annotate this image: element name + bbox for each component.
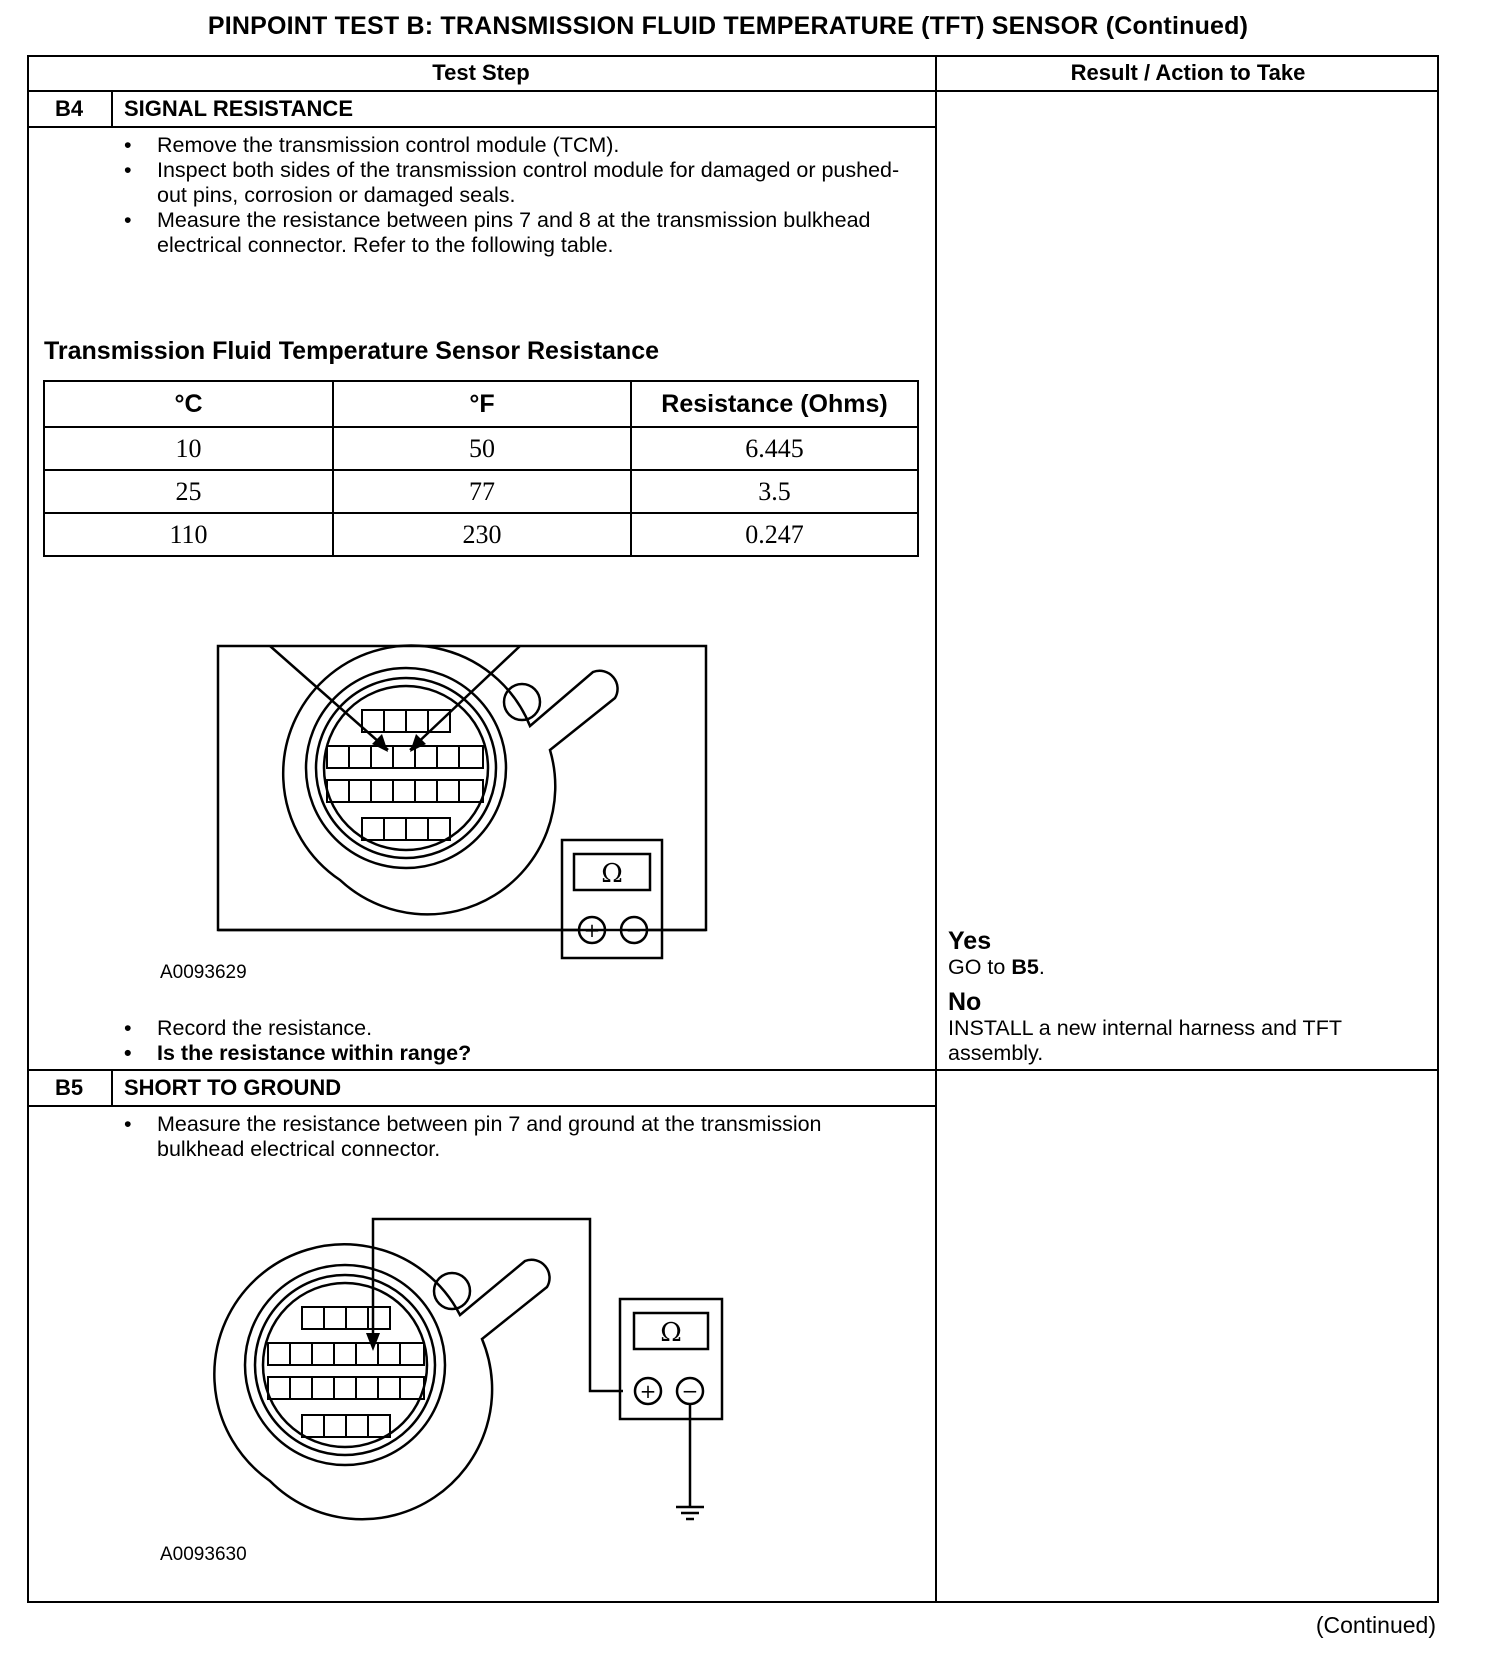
cell-fahrenheit: 230 xyxy=(333,513,631,556)
b5-bullet-1: • Measure the resistance between pin 7 and ground at the transmission bulkhead electrical connector. xyxy=(124,1112,914,1162)
cell-resistance: 6.445 xyxy=(631,427,918,470)
b5-figure-code: A0093630 xyxy=(160,1544,247,1565)
yes-action-end: . xyxy=(1038,955,1045,979)
connector-pin-rows xyxy=(327,710,483,840)
yes-action-text: GO to xyxy=(948,955,1012,979)
ohm-symbol: Ω xyxy=(660,1318,682,1348)
b4-result xyxy=(948,927,1428,1066)
cell-fahrenheit: 50 xyxy=(333,427,631,470)
minus-symbol: − xyxy=(625,918,643,942)
diagram-frame xyxy=(218,646,706,930)
b5-step-title: SHORT TO GROUND xyxy=(124,1075,342,1100)
connector-latch xyxy=(504,684,540,720)
b4-bullet-2: • Inspect both sides of the transmission control module for damaged or pushed-out pins, corrosion or damaged seals. xyxy=(124,158,914,208)
b4-bullet-5: • Is the resistance within range? xyxy=(124,1041,914,1066)
b4-id-divider xyxy=(111,90,113,126)
b4-connector-diagram xyxy=(210,640,730,970)
connector-pin-rows xyxy=(268,1307,424,1437)
b4-step-title: SIGNAL RESISTANCE xyxy=(124,96,353,121)
header-test-step: Test Step xyxy=(432,60,530,85)
col-celsius: °C xyxy=(44,381,333,427)
b5-id-divider xyxy=(111,1069,113,1105)
b4-instructions-after xyxy=(124,1016,914,1066)
ground-symbol xyxy=(676,1507,704,1519)
table-row xyxy=(44,513,918,556)
b4-bullet-1: • Remove the transmission control module (TCM). xyxy=(124,133,914,158)
continued-note: (Continued) xyxy=(1315,1612,1436,1638)
plus-symbol: + xyxy=(639,1379,657,1403)
b4-title-divider xyxy=(27,126,935,128)
table-row xyxy=(44,427,918,470)
ohmmeter xyxy=(562,840,662,958)
resistance-table-header xyxy=(44,381,918,427)
no-action: INSTALL a new internal harness and TFT assembly. xyxy=(948,1016,1342,1065)
yes-action xyxy=(948,955,1428,980)
plus-symbol: + xyxy=(583,918,601,942)
cell-resistance: 3.5 xyxy=(631,470,918,513)
column-divider xyxy=(935,55,937,1603)
resistance-table-title: Transmission Fluid Temperature Sensor Resistance xyxy=(44,337,660,365)
b5-row-divider xyxy=(27,1069,1439,1071)
header-divider xyxy=(27,90,1439,92)
b4-instructions xyxy=(124,133,914,258)
b4-step-id: B4 xyxy=(54,96,84,121)
b5-connector-diagram xyxy=(190,1215,730,1525)
table-row xyxy=(44,470,918,513)
probe-lead-pin7 xyxy=(270,646,388,750)
ohm-symbol: Ω xyxy=(601,859,623,889)
b5-step-id: B5 xyxy=(54,1075,84,1100)
cell-resistance: 0.247 xyxy=(631,513,918,556)
b4-figure-code: A0093629 xyxy=(160,962,247,983)
cell-celsius: 10 xyxy=(44,427,333,470)
b4-bullet-4: • Record the resistance. xyxy=(124,1016,914,1041)
col-fahrenheit: °F xyxy=(333,381,631,427)
yes-target: B5 xyxy=(1011,955,1039,979)
yes-label: Yes xyxy=(948,927,992,955)
cell-fahrenheit: 77 xyxy=(333,470,631,513)
cell-celsius: 110 xyxy=(44,513,333,556)
page-title: PINPOINT TEST B: TRANSMISSION FLUID TEMPERATURE (TFT) SENSOR (Continued) xyxy=(207,12,1249,40)
b5-title-divider xyxy=(27,1105,935,1107)
header-result-action: Result / Action to Take xyxy=(1070,60,1306,85)
no-label: No xyxy=(948,988,982,1016)
minus-symbol: − xyxy=(681,1379,699,1403)
col-resistance: Resistance (Ohms) xyxy=(631,381,918,427)
b5-instructions xyxy=(124,1112,914,1162)
b4-bullet-3: • Measure the resistance between pins 7 and 8 at the transmission bulkhead electrical connector. Refer to the following table. xyxy=(124,208,914,258)
cell-celsius: 25 xyxy=(44,470,333,513)
resistance-table xyxy=(43,380,919,557)
ohmmeter xyxy=(620,1299,722,1419)
